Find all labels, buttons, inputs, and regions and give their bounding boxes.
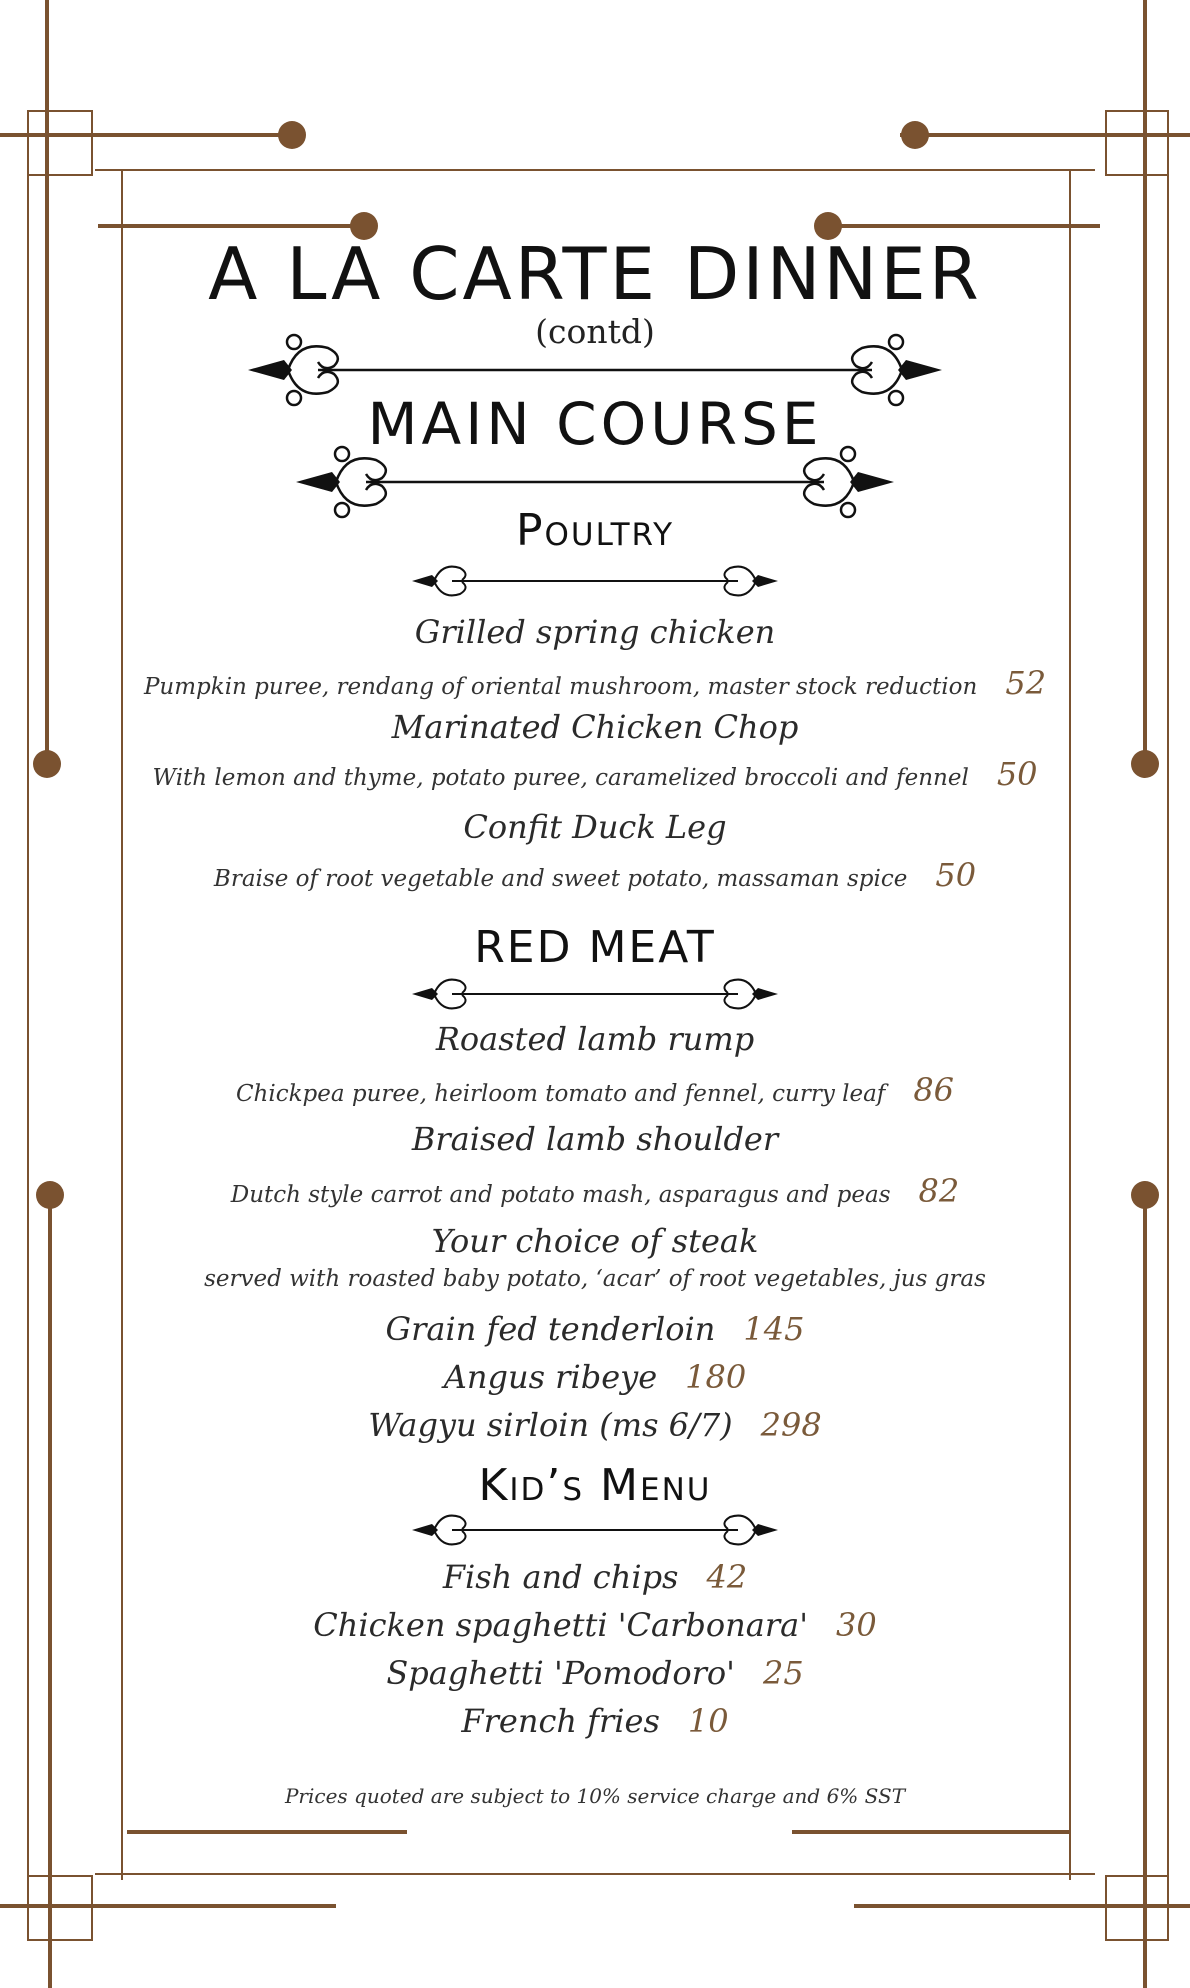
menu-item-price: 52 (1005, 664, 1047, 702)
menu-item-description (0, 1172, 1190, 1210)
menu-subtitle: (contd) (535, 312, 655, 351)
kids-menu-item (0, 1702, 1190, 1740)
kids-item-price: 10 (687, 1702, 729, 1740)
section-title-kids-menu: Kid’s Menu (478, 1460, 712, 1511)
menu-item-price: 82 (918, 1172, 960, 1210)
section-title-poultry: Poultry (515, 505, 675, 556)
description-text: Chickpea puree, heirloom tomato and fennel, curry leaf (235, 1081, 886, 1107)
steak-option-name: Wagyu sirloin (ms 6/7) (368, 1406, 733, 1444)
kids-item-price: 30 (836, 1606, 877, 1644)
menu-item-price: 50 (996, 755, 1038, 793)
menu-item-description (0, 664, 1190, 702)
steak-option-name: Grain fed tenderloin (385, 1310, 716, 1348)
small-flourish-ornament (412, 969, 778, 1019)
steak-option-price: 298 (760, 1406, 822, 1444)
steak-option (0, 1406, 1190, 1444)
menu-item-name: Grilled spring chicken (414, 613, 776, 651)
main-course-heading: MAIN COURSE (367, 390, 823, 458)
description-text: Pumpkin puree, rendang of oriental mushroom, master stock reduction (143, 674, 978, 700)
description-text: Dutch style carrot and potato mash, asparagus and peas (230, 1182, 891, 1208)
steak-option (0, 1310, 1190, 1348)
steak-option-price: 145 (743, 1310, 805, 1348)
menu-item-name: Braised lamb shoulder (411, 1120, 779, 1158)
menu-item-price: 86 (913, 1071, 955, 1109)
menu-item-name: Marinated Chicken Chop (391, 708, 799, 746)
section-title-red-meat: RED MEAT (474, 922, 716, 973)
description-text: Braise of root vegetable and sweet potato, massaman spice (213, 866, 908, 892)
steak-option (0, 1358, 1190, 1396)
kids-menu-item (0, 1654, 1190, 1692)
kids-menu-item (0, 1606, 1190, 1644)
steak-choice-description: served with roasted baby potato, ‘acar’ of root vegetables, jus gras (204, 1266, 986, 1292)
kids-item-name: Fish and chips (442, 1558, 679, 1596)
kids-item-name: Chicken spaghetti 'Carbonara' (313, 1606, 809, 1644)
menu-item-name: Confit Duck Leg (463, 808, 727, 846)
menu-item-price: 50 (935, 856, 977, 894)
kids-item-name: Spaghetti 'Pomodoro' (386, 1654, 735, 1692)
steak-choice-heading: Your choice of steak (431, 1222, 759, 1260)
kids-item-price: 42 (706, 1558, 748, 1596)
kids-menu-item (0, 1558, 1190, 1596)
menu-title: A LA CARTE DINNER (208, 232, 982, 316)
small-flourish-ornament (412, 1505, 778, 1555)
steak-option-price: 180 (685, 1358, 747, 1396)
description-text: With lemon and thyme, potato puree, caramelized broccoli and fennel (152, 765, 969, 791)
menu-item-description (0, 755, 1190, 793)
pricing-footnote: Prices quoted are subject to 10% service charge and 6% SST (284, 1784, 906, 1808)
kids-item-price: 25 (762, 1654, 804, 1692)
kids-item-name: French fries (461, 1702, 660, 1740)
small-flourish-ornament (412, 556, 778, 606)
menu-item-name: Roasted lamb rump (435, 1020, 755, 1058)
menu-item-description (0, 1071, 1190, 1109)
steak-option-name: Angus ribeye (443, 1358, 658, 1396)
menu-item-description (0, 856, 1190, 894)
